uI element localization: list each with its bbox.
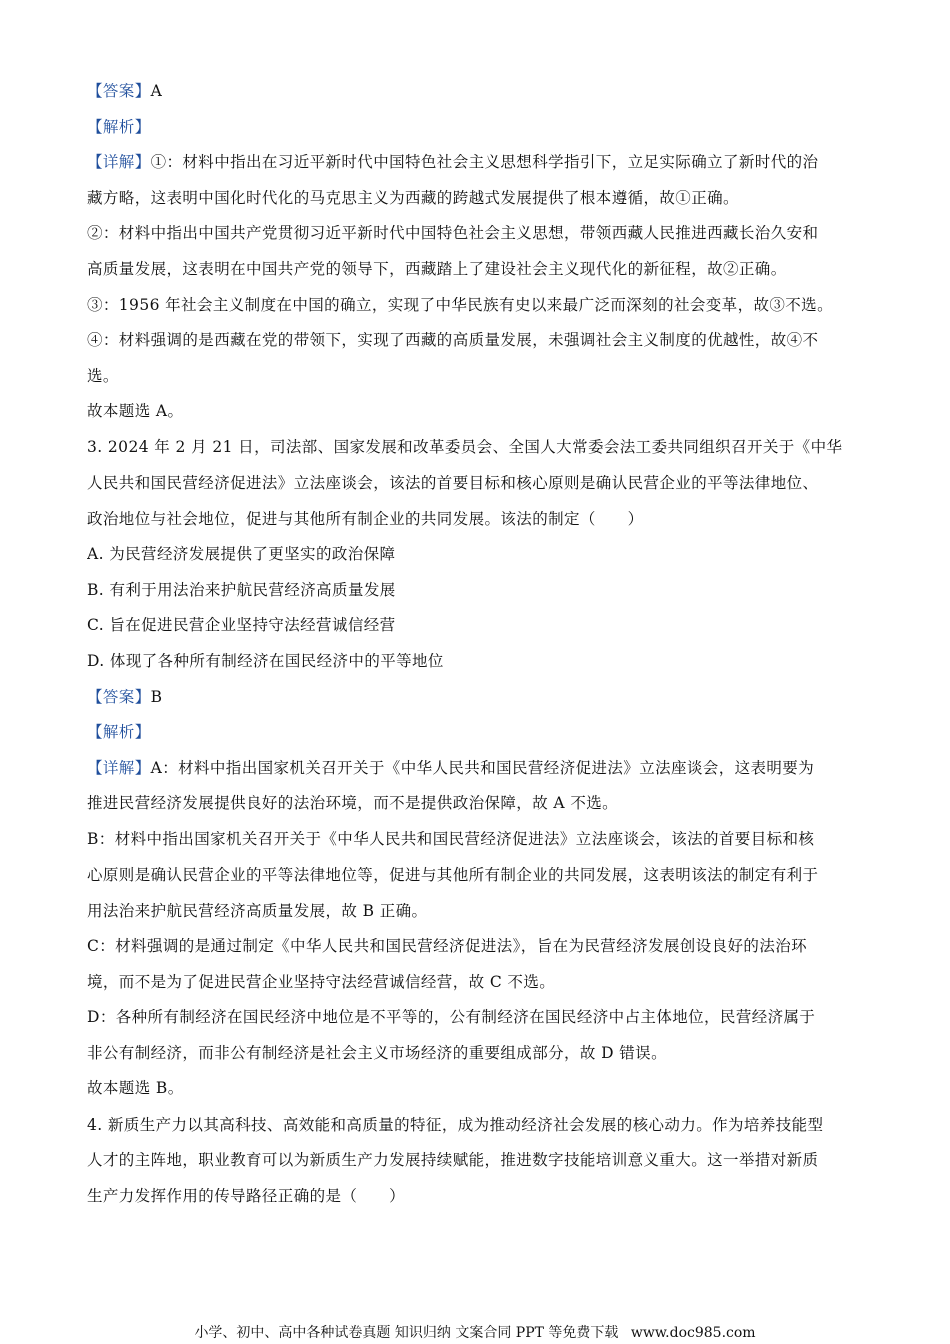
detail-tag: 【详解】	[87, 153, 151, 171]
q2-detail-line-7: 选。	[87, 367, 119, 385]
q2-detail-line-3: ②：材料中指出中国共产党贯彻习近平新时代中国特色社会主义思想，带领西藏人民推进西藏长治久安和	[87, 224, 819, 242]
q3-answer-line	[87, 686, 863, 708]
detail-tag: 【详解】	[87, 759, 151, 777]
q3-option-b: B. 有利于用法治来护航民营经济高质量发展	[87, 581, 396, 599]
q3-stem-line-1: 3. 2024 年 2 月 21 日，司法部、国家发展和改革委员会、全国人大常委会法工委共同组织召开关于《中华	[87, 438, 843, 456]
q3-detail-line-9: 非公有制经济，而非公有制经济是社会主义市场经济的重要组成部分，故 D 错误。	[87, 1044, 667, 1062]
q4-stem-line-3: 生产力发挥作用的传导路径正确的是（ ）	[87, 1187, 406, 1205]
q2-answer-line	[87, 80, 863, 102]
q3-detail-line-5: 用法治来护航民营经济高质量发展，故 B 正确。	[87, 902, 428, 920]
q2-analysis-tag: 【解析】	[87, 118, 151, 136]
q3-detail-line-2: 推进民营经济发展提供良好的法治环境，而不是提供政治保障，故 A 不选。	[87, 794, 619, 812]
q2-conclusion: 故本题选 A。	[87, 402, 184, 420]
q3-detail-line-8: D：各种所有制经济在国民经济中地位是不平等的，公有制经济在国民经济中占主体地位，民营经济属于	[87, 1008, 816, 1026]
q2-detail-line-4: 高质量发展，这表明在中国共产党的领导下，西藏踏上了建设社会主义现代化的新征程，故②正确。	[87, 260, 787, 278]
answer-value: B	[150, 688, 163, 706]
q2-detail-line-6: ④：材料强调的是西藏在党的带领下，实现了西藏的高质量发展，未强调社会主义制度的优越性，故④不	[87, 331, 819, 349]
q2-detail-line-5: ③：1956 年社会主义制度在中国的确立，实现了中华民族有史以来最广泛而深刻的社会变革，故③不选。	[87, 296, 833, 314]
q3-conclusion: 故本题选 B。	[87, 1079, 184, 1097]
answer-value: A	[150, 82, 163, 100]
q3-option-c: C. 旨在促进民营企业坚持守法经营诚信经营	[87, 616, 396, 634]
q3-stem-line-3: 政治地位与社会地位，促进与其他所有制企业的共同发展。该法的制定（ ）	[87, 510, 644, 528]
q3-detail-line-4: 心原则是确认民营企业的平等法律地位等，促进与其他所有制企业的共同发展，这表明该法的制定有利于	[87, 866, 819, 884]
q4-stem-line-1: 4. 新质生产力以其高科技、高效能和高质量的特征，成为推动经济社会发展的核心动力。作为培养技能型	[87, 1116, 824, 1134]
footer-url[interactable]: www.doc985.com	[630, 1325, 756, 1341]
q4-stem-line-2: 人才的主阵地，职业教育可以为新质生产力发展持续赋能，推进数字技能培训意义重大。这一举措对新质	[87, 1151, 819, 1169]
q3-stem-line-2: 人民共和国民营经济促进法》立法座谈会，该法的首要目标和核心原则是确认民营企业的平等法律地位、	[87, 474, 819, 492]
q3-option-a: A. 为民营经济发展提供了更坚实的政治保障	[87, 545, 396, 563]
q3-option-d: D. 体现了各种所有制经济在国民经济中的平等地位	[87, 652, 444, 670]
q3-detail-line-6: C：材料强调的是通过制定《中华人民共和国民营经济促进法》，旨在为民营经济发展创设良好的法治环	[87, 937, 808, 955]
answer-tag: 【答案】	[87, 82, 151, 100]
answer-tag: 【答案】	[87, 688, 151, 706]
page-footer	[0, 1323, 950, 1343]
q3-detail-line-3: B：材料中指出国家机关召开关于《中华人民共和国民营经济促进法》立法座谈会，该法的首要目标和核	[87, 830, 815, 848]
q2-detail-line-2: 藏方略，这表明中国化时代化的马克思主义为西藏的跨越式发展提供了根本遵循，故①正确。	[87, 189, 739, 207]
q3-detail-line-1: 【详解】A：材料中指出国家机关召开关于《中华人民共和国民营经济促进法》立法座谈会，这表明要为	[87, 759, 815, 777]
q3-detail-line-7: 境，而不是为了促进民营企业坚持守法经营诚信经营，故 C 不选。	[87, 973, 556, 991]
q3-analysis-tag: 【解析】	[87, 723, 151, 741]
footer-text: 小学、初中、高中各种试卷真题 知识归纳 文案合同 PPT 等免费下载	[194, 1325, 619, 1341]
q2-detail-line-1: 【详解】①：材料中指出在习近平新时代中国特色社会主义思想科学指引下，立足实际确立了新时代的治	[87, 153, 819, 171]
